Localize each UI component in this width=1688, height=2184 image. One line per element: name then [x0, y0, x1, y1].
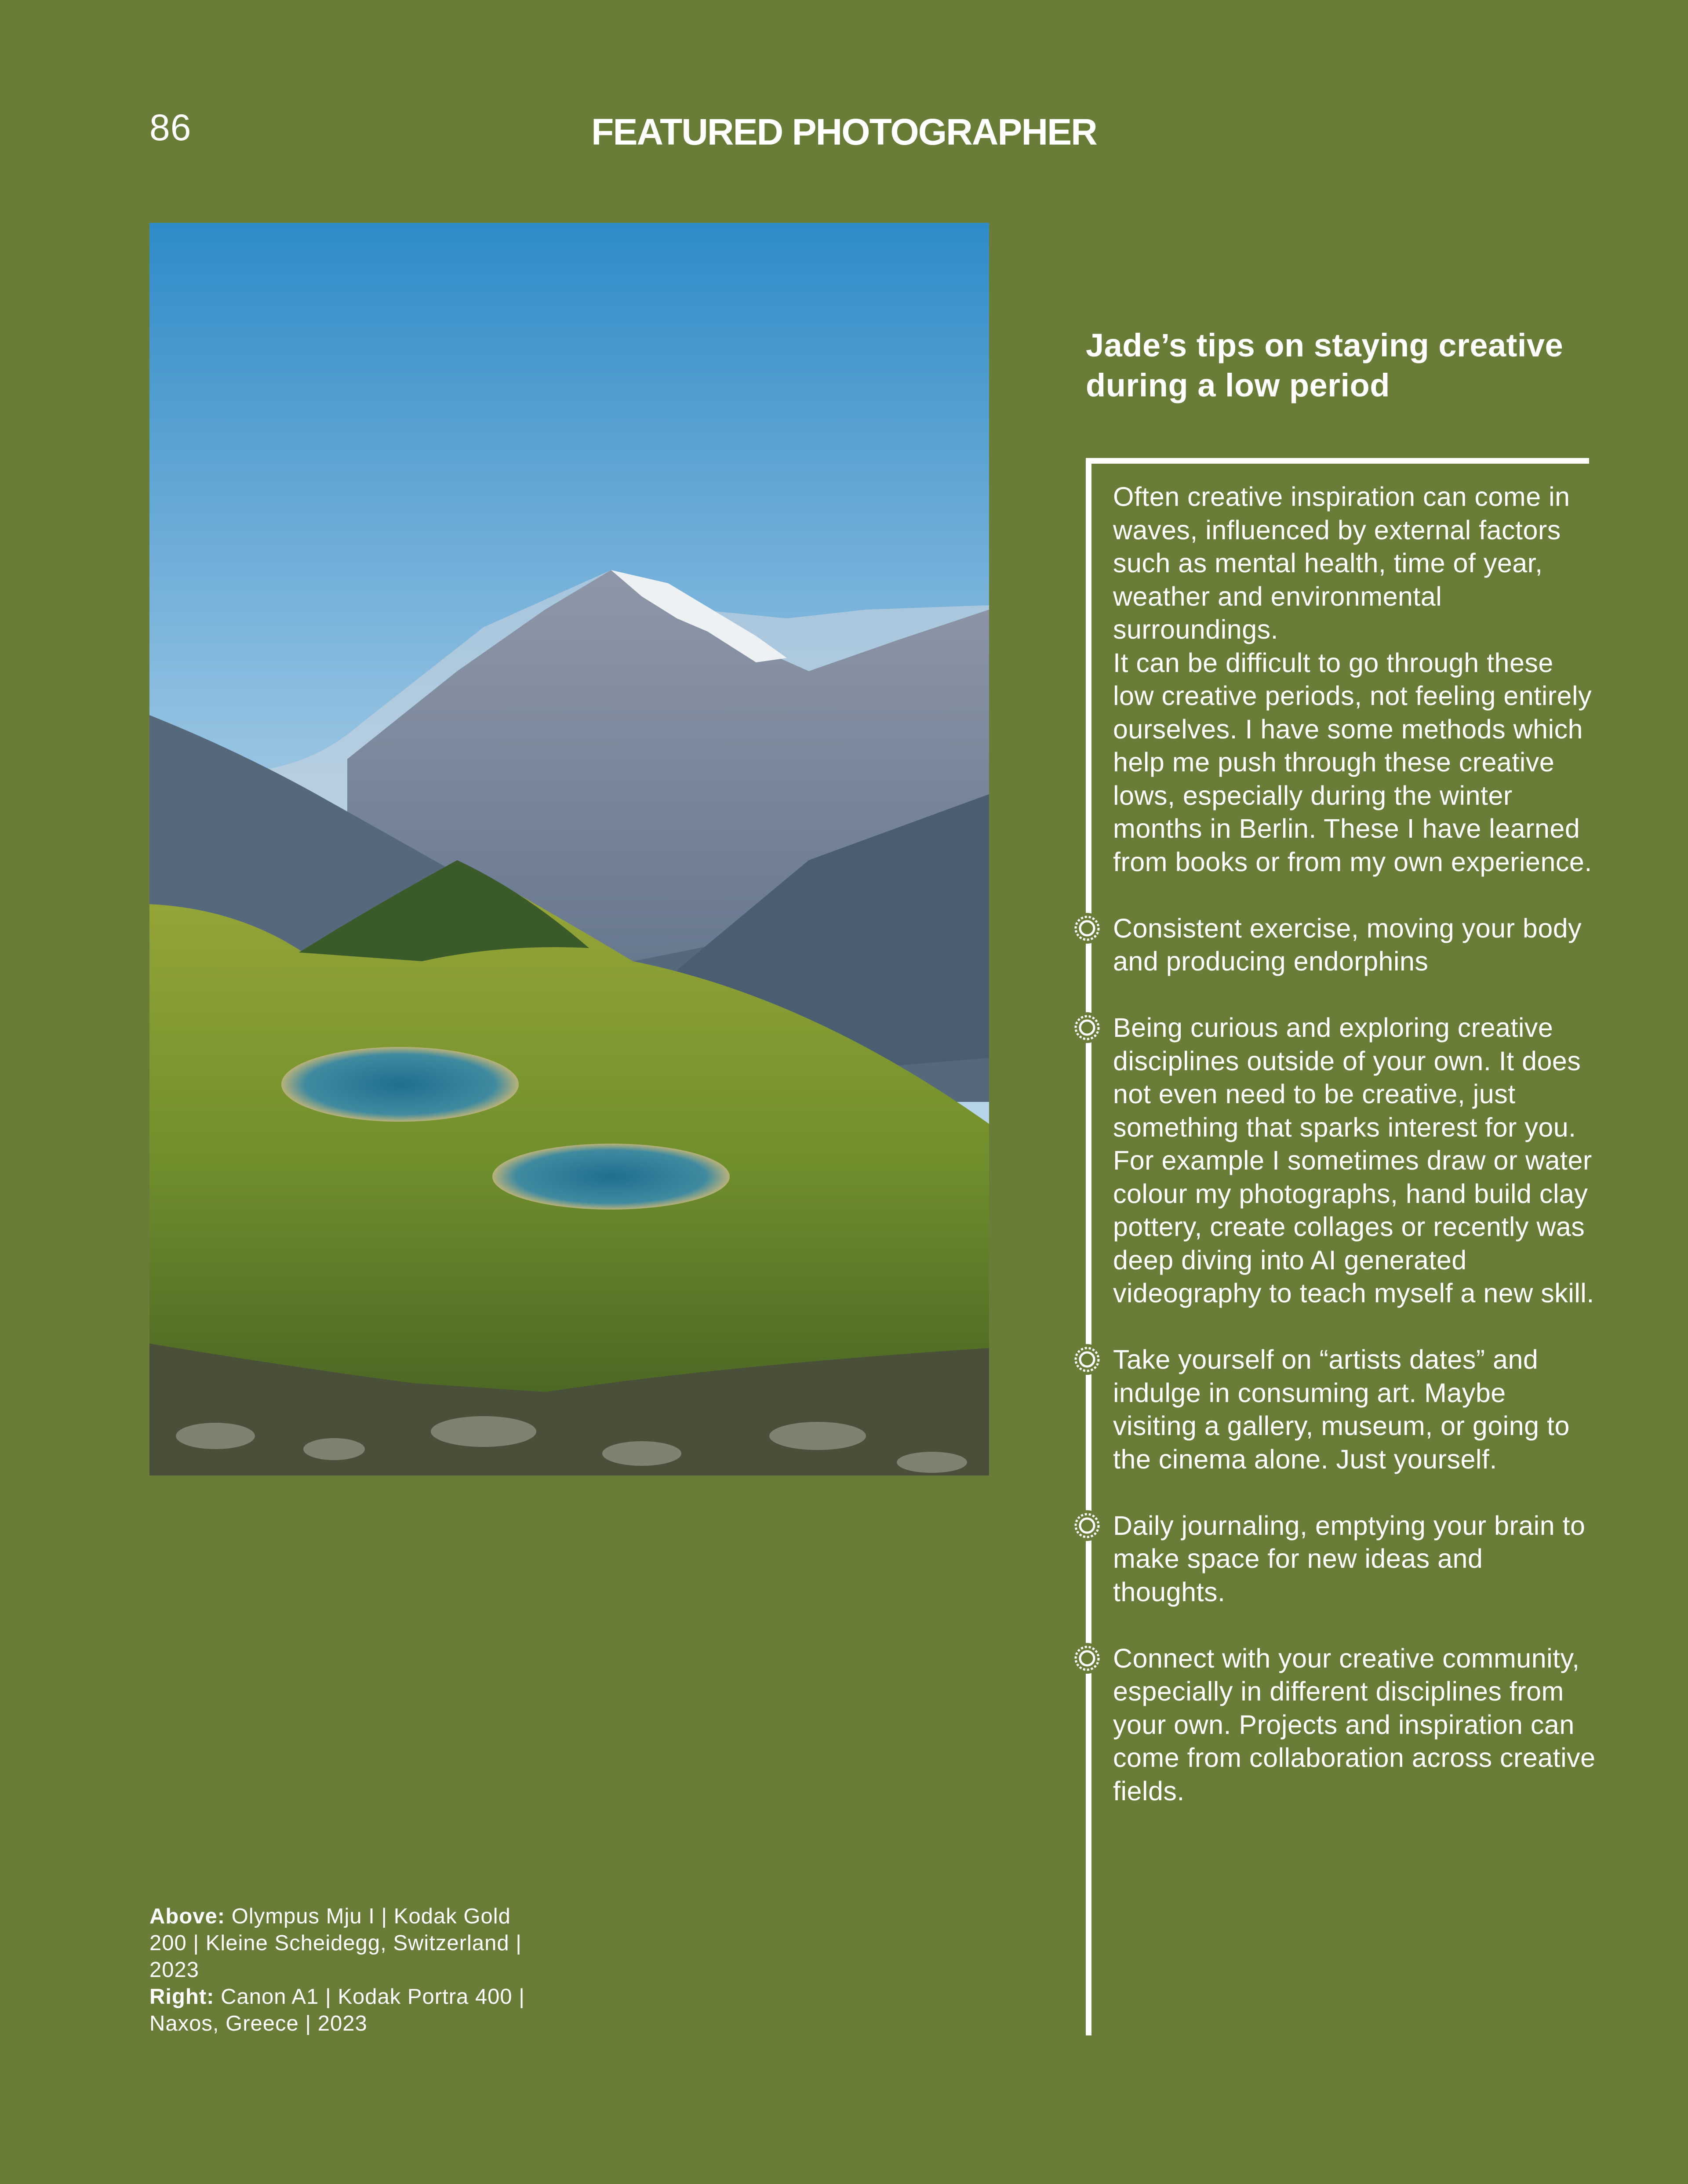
section-title: FEATURED PHOTOGRAPHER: [591, 111, 1097, 153]
tip-text: Being curious and exploring creative disciplines outside of your own. It does not even need to be creative, just something that sparks interest for you. For example I sometimes draw or water colour my photographs, hand build clay pottery, create collages or recently was deep diving into AI generated videography to teach myself a new skill.: [1113, 1013, 1594, 1308]
tip-text: Daily journaling, emptying your brain to make space for new ideas and thoughts.: [1113, 1510, 1586, 1607]
page-number: 86: [149, 107, 192, 148]
caption-above-label: Above:: [149, 1904, 226, 1928]
tip-item: [1113, 1011, 1597, 1310]
sun-bullet-icon: [1072, 1510, 1102, 1541]
caption-right-label: Right:: [149, 1985, 215, 2009]
tips-heading: Jade’s tips on staying creative during a low period: [1086, 327, 1564, 403]
tip-text: Take yourself on “artists dates” and indulge in consuming art. Maybe visiting a gallery, museum, or going to the cinema alone. Just yourself.: [1113, 1345, 1570, 1474]
sun-bullet-icon: [1072, 913, 1102, 944]
tip-item: [1113, 1642, 1597, 1808]
tips-top-rule: [1086, 458, 1589, 464]
tip-item: [1113, 1509, 1597, 1609]
tips-intro-2: It can be difficult to go through these low creative periods, not feeling entirely ourselves. I have some methods which help me push through these creative lows, especially during the winter months in Berlin. These I have learned from books or from my own experience.: [1113, 647, 1592, 877]
tips-side-rule: [1086, 458, 1091, 2035]
photo-caption: [149, 1903, 545, 2037]
landscape-photo: [149, 223, 989, 1475]
tip-text: Consistent exercise, moving your body and producing endorphins: [1113, 913, 1582, 976]
sun-bullet-icon: [1072, 1012, 1102, 1043]
tip-item: [1113, 1343, 1597, 1476]
sun-bullet-icon: [1072, 1643, 1102, 1674]
sun-bullet-icon: [1072, 1344, 1102, 1375]
tips-intro-1: Often creative inspiration can come in waves, influenced by external factors such as mental health, time of year, weather and environmental surroundings.: [1113, 482, 1570, 644]
tip-item: [1113, 912, 1597, 978]
tip-text: Connect with your creative community, especially in different disciplines from your own. Projects and inspiration can come from collaboration across creative fields.: [1113, 1643, 1596, 1806]
caption-right-text: Canon A1 | Kodak Portra 400 | Naxos, Greece | 2023: [149, 1985, 525, 2035]
tips-body: [1113, 480, 1597, 1808]
caption-above-text: Olympus Mju I | Kodak Gold 200 | Kleine Scheidegg, Switzerland | 2023: [149, 1904, 522, 1982]
